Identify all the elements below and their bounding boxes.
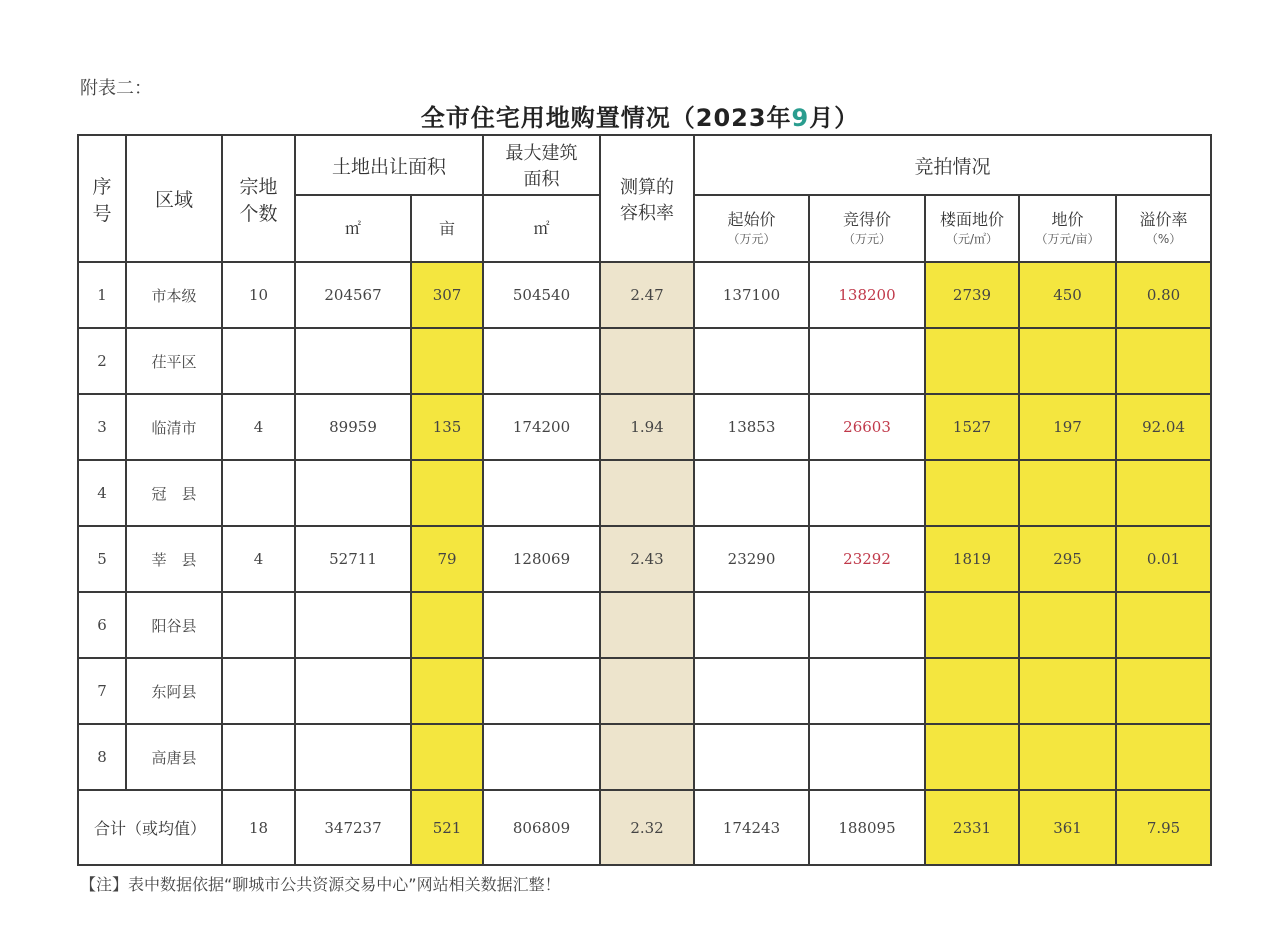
cell-parcels: 4 xyxy=(222,526,295,592)
cell-area-m2 xyxy=(295,592,411,658)
land-purchase-table xyxy=(77,134,1212,866)
cell-area-m2 xyxy=(295,328,411,394)
total-max-floor: 806809 xyxy=(483,790,600,865)
total-row xyxy=(78,790,1211,865)
header-far: 测算的容积率 xyxy=(600,135,694,262)
cell-region: 东阿县 xyxy=(126,658,222,724)
cell-parcels xyxy=(222,592,295,658)
cell-area-m2: 52711 xyxy=(295,526,411,592)
appendix-label: 附表二： xyxy=(80,78,152,99)
cell-parcels xyxy=(222,460,295,526)
cell-start-price xyxy=(694,658,809,724)
footnote: 【注】表中数据依据“聊城市公共资源交易中心”网站相关数据汇整！ xyxy=(80,875,561,894)
cell-max-floor xyxy=(483,328,600,394)
table-row xyxy=(78,328,1211,394)
header-parcels: 宗地个数 xyxy=(222,135,295,262)
header-won-price xyxy=(809,195,925,262)
land-price-unit: （万元/亩） xyxy=(1035,232,1100,246)
cell-parcels xyxy=(222,328,295,394)
cell-area-m2 xyxy=(295,460,411,526)
cell-far: 1.94 xyxy=(600,394,694,460)
cell-floor-price: 1527 xyxy=(925,394,1019,460)
cell-area-mu: 79 xyxy=(411,526,483,592)
cell-floor-price xyxy=(925,592,1019,658)
cell-max-floor xyxy=(483,592,600,658)
cell-won-price xyxy=(809,328,925,394)
cell-far: 2.43 xyxy=(600,526,694,592)
cell-region: 茌平区 xyxy=(126,328,222,394)
cell-seq: 8 xyxy=(78,724,126,790)
cell-region: 市本级 xyxy=(126,262,222,328)
cell-floor-price: 2739 xyxy=(925,262,1019,328)
total-premium: 7.95 xyxy=(1116,790,1211,865)
header-region: 区域 xyxy=(126,135,222,262)
cell-seq: 1 xyxy=(78,262,126,328)
won-price-label: 竞得价 xyxy=(843,210,892,229)
cell-floor-price xyxy=(925,658,1019,724)
header-land-area: 土地出让面积 xyxy=(295,135,483,195)
cell-start-price xyxy=(694,592,809,658)
header-floor-price xyxy=(925,195,1019,262)
cell-seq: 5 xyxy=(78,526,126,592)
total-won-price: 188095 xyxy=(809,790,925,865)
cell-area-m2: 204567 xyxy=(295,262,411,328)
cell-parcels xyxy=(222,658,295,724)
title-prefix: 全市住宅用地购置情况（2023年 xyxy=(420,104,792,132)
cell-area-mu: 307 xyxy=(411,262,483,328)
premium-unit: （%） xyxy=(1145,232,1182,246)
cell-area-m2 xyxy=(295,658,411,724)
cell-won-price xyxy=(809,658,925,724)
unit-land-area-m2: ㎡ xyxy=(295,195,411,262)
cell-far xyxy=(600,592,694,658)
cell-premium xyxy=(1116,658,1211,724)
cell-area-m2 xyxy=(295,724,411,790)
cell-far xyxy=(600,658,694,724)
cell-land-price xyxy=(1019,592,1116,658)
cell-start-price xyxy=(694,724,809,790)
total-floor-price: 2331 xyxy=(925,790,1019,865)
header-land-price xyxy=(1019,195,1116,262)
cell-max-floor xyxy=(483,724,600,790)
header-seq: 序号 xyxy=(78,135,126,262)
cell-floor-price xyxy=(925,460,1019,526)
page-title xyxy=(0,98,1280,133)
table-row xyxy=(78,262,1211,328)
cell-start-price: 13853 xyxy=(694,394,809,460)
cell-max-floor: 128069 xyxy=(483,526,600,592)
cell-parcels: 10 xyxy=(222,262,295,328)
cell-won-price: 23292 xyxy=(809,526,925,592)
cell-floor-price xyxy=(925,724,1019,790)
title-month: 9 xyxy=(791,104,810,132)
table-row xyxy=(78,658,1211,724)
cell-land-price xyxy=(1019,658,1116,724)
cell-premium xyxy=(1116,592,1211,658)
cell-premium: 92.04 xyxy=(1116,394,1211,460)
cell-land-price xyxy=(1019,328,1116,394)
cell-far xyxy=(600,328,694,394)
table-row xyxy=(78,526,1211,592)
cell-won-price xyxy=(809,460,925,526)
header-start-price xyxy=(694,195,809,262)
cell-far: 2.47 xyxy=(600,262,694,328)
cell-parcels xyxy=(222,724,295,790)
cell-seq: 3 xyxy=(78,394,126,460)
cell-max-floor: 174200 xyxy=(483,394,600,460)
floor-price-label: 楼面地价 xyxy=(940,210,1005,229)
cell-premium: 0.80 xyxy=(1116,262,1211,328)
title-suffix: 月） xyxy=(809,104,860,132)
cell-region: 临清市 xyxy=(126,394,222,460)
cell-max-floor: 504540 xyxy=(483,262,600,328)
cell-seq: 2 xyxy=(78,328,126,394)
cell-premium: 0.01 xyxy=(1116,526,1211,592)
cell-seq: 4 xyxy=(78,460,126,526)
cell-land-price xyxy=(1019,460,1116,526)
cell-area-mu xyxy=(411,658,483,724)
land-price-label: 地价 xyxy=(1051,210,1084,229)
cell-start-price xyxy=(694,328,809,394)
cell-region: 冠 县 xyxy=(126,460,222,526)
cell-area-mu: 135 xyxy=(411,394,483,460)
cell-area-mu xyxy=(411,724,483,790)
total-land-price: 361 xyxy=(1019,790,1116,865)
header-premium xyxy=(1116,195,1211,262)
cell-region: 莘 县 xyxy=(126,526,222,592)
start-price-unit: （万元） xyxy=(727,232,776,246)
total-start-price: 174243 xyxy=(694,790,809,865)
cell-area-mu xyxy=(411,460,483,526)
cell-premium xyxy=(1116,460,1211,526)
cell-area-mu xyxy=(411,592,483,658)
unit-land-area-mu: 亩 xyxy=(411,195,483,262)
total-parcels: 18 xyxy=(222,790,295,865)
total-label: 合计（或均值） xyxy=(78,790,222,865)
cell-won-price: 138200 xyxy=(809,262,925,328)
premium-label: 溢价率 xyxy=(1139,210,1188,229)
header-auction: 竞拍情况 xyxy=(694,135,1211,195)
cell-parcels: 4 xyxy=(222,394,295,460)
cell-area-mu xyxy=(411,328,483,394)
header-max-floor: 最大建筑面积 xyxy=(483,135,600,195)
start-price-label: 起始价 xyxy=(727,210,776,229)
won-price-unit: （万元） xyxy=(843,232,892,246)
cell-start-price xyxy=(694,460,809,526)
cell-won-price: 26603 xyxy=(809,394,925,460)
cell-land-price: 450 xyxy=(1019,262,1116,328)
total-area-mu: 521 xyxy=(411,790,483,865)
cell-seq: 7 xyxy=(78,658,126,724)
total-far: 2.32 xyxy=(600,790,694,865)
cell-max-floor xyxy=(483,460,600,526)
cell-floor-price xyxy=(925,328,1019,394)
cell-start-price: 23290 xyxy=(694,526,809,592)
table-row xyxy=(78,394,1211,460)
table-row xyxy=(78,460,1211,526)
cell-start-price: 137100 xyxy=(694,262,809,328)
total-area-m2: 347237 xyxy=(295,790,411,865)
cell-far xyxy=(600,724,694,790)
cell-land-price: 197 xyxy=(1019,394,1116,460)
cell-land-price: 295 xyxy=(1019,526,1116,592)
cell-region: 阳谷县 xyxy=(126,592,222,658)
cell-seq: 6 xyxy=(78,592,126,658)
cell-land-price xyxy=(1019,724,1116,790)
cell-max-floor xyxy=(483,658,600,724)
unit-max-floor-m2: ㎡ xyxy=(483,195,600,262)
cell-won-price xyxy=(809,592,925,658)
cell-far xyxy=(600,460,694,526)
floor-price-unit: （元/㎡） xyxy=(945,232,999,246)
cell-area-m2: 89959 xyxy=(295,394,411,460)
cell-region: 高唐县 xyxy=(126,724,222,790)
cell-won-price xyxy=(809,724,925,790)
cell-premium xyxy=(1116,328,1211,394)
cell-floor-price: 1819 xyxy=(925,526,1019,592)
table-row xyxy=(78,724,1211,790)
cell-premium xyxy=(1116,724,1211,790)
table-row xyxy=(78,592,1211,658)
